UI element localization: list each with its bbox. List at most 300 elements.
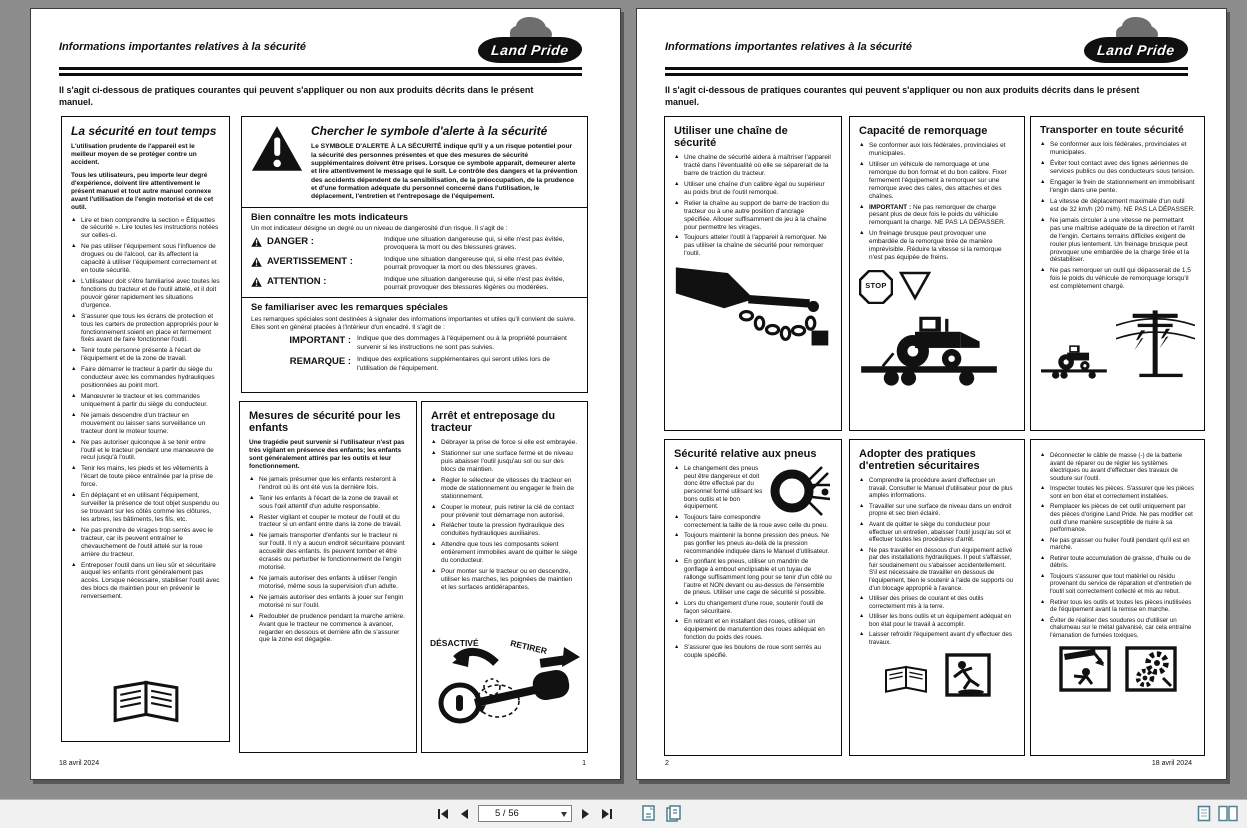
bullet-list [1040, 141, 1195, 291]
safety-alert-symbol-icon [251, 125, 303, 202]
slip-hazard-icon [944, 653, 992, 697]
view-mode-toggles [1197, 805, 1238, 822]
triangle-bullet-icon: ▲ [71, 366, 77, 373]
triangle-bullet-icon: ▲ [71, 278, 77, 285]
bullet-text: Comprendre la procédure avant d'effectuer un travail. Consulter le Manuel d'utilisateur pour de plus amples informations. [869, 477, 1013, 500]
signal-word-row [251, 236, 578, 253]
triangle-bullet-icon: ▲ [1040, 598, 1046, 605]
bullet-text: L'utilisateur doit s'être familiarisé avec toutes les fonctions du tracteur et de l'outil attelé, et il doit pouvoir gérer rapidement les situations d'urgence. [81, 278, 220, 309]
bullet-text: Engager le frein de stationnement en immobilisant l'engin dans une pente. [1050, 179, 1195, 195]
bullet-text: Éviter de réaliser des soudures ou d'utiliser un chalumeau sur le métal galvanisé, car cela entraîne l'émanation de fumées toxiques. [1050, 616, 1192, 639]
key-remove-label: RETIRER [509, 637, 548, 657]
triangle-bullet-icon: ▲ [1040, 179, 1046, 186]
box-tractor-shutdown [421, 401, 588, 753]
bullet-text: Redoubler de prudence pendant la marche arrière. Avant que le tracteur ne commence à avancer, regarder en dessous et derrière afin de s'assurer que la zone est dégagée. [259, 612, 405, 644]
triangle-bullet-icon: ▲ [431, 503, 437, 510]
bullet-item [1040, 503, 1195, 533]
triangle-bullet-icon: ▲ [674, 618, 680, 625]
bullet-item [674, 200, 832, 232]
box-title: Capacité de remorquage [859, 125, 988, 137]
header-divider [59, 67, 582, 76]
bullet-item [674, 558, 832, 596]
bullet-list [71, 217, 220, 602]
triangle-bullet-icon: ▲ [71, 526, 77, 533]
triangle-bullet-icon: ▲ [431, 476, 437, 483]
bullet-text: Rester vigilant et couper le moteur de l'outil et du tracteur si un enfant entre dans la zone de travail. [259, 513, 402, 529]
triangle-bullet-icon: ▲ [859, 613, 865, 620]
maintenance-hazard-icons [859, 653, 1015, 697]
bullet-item [859, 204, 1015, 228]
triangle-bullet-icon: ▲ [249, 575, 255, 582]
signal-word-definition: Indique une situation dangereuse qui, si elle n'est pas évitée, pourrait provoquer la mort ou des blessures graves. [384, 255, 565, 272]
bullet-text: Faire démarrer le tracteur à partir du siège du conducteur avec les commandes hydrauliques positionnées au point mort. [81, 366, 215, 390]
triangle-bullet-icon: ▲ [1040, 572, 1046, 579]
alert-triangle-icon [251, 236, 262, 250]
bullet-item [71, 492, 220, 524]
box-child-safety [239, 401, 417, 753]
bullet-text: Toujours maintenir la bonne pression des pneus. Ne pas gonfler les pneus au-delà de la pression recommandée indiquée dans le Manuel d'utilisateur. [684, 532, 830, 555]
bullet-text: S'assurer que les boulons de roue sont serrés au couple spécifié. [684, 644, 822, 659]
bullet-item [674, 600, 832, 615]
bullet-text: Ne jamais descendre d'un tracteur en mouvement ou laisser sans surveillance un tracteur dont le moteur tourne. [81, 411, 206, 435]
bullet-list [859, 477, 1015, 646]
alert-triangle-icon [251, 256, 262, 270]
bullet-text: Avant de quitter le siège du conducteur pour effectuer un entretien, abaisser l'outil jusqu'au sol et effectuer toutes les procédures d'arrêt. [869, 521, 1011, 544]
bullet-item [71, 347, 220, 363]
key-removal-illustration [430, 634, 580, 744]
triangle-bullet-icon: ▲ [674, 234, 680, 241]
bullet-text: Utiliser des prises de courant et des outils correctement mis à la terre. [869, 595, 984, 610]
signal-word-definition: Indique une situation dangereuse qui, si elle n'est pas évitée, pourrait provoquer des blessures légères ou modérées. [384, 275, 565, 291]
bullet-text: Pour monter sur le tracteur ou en descendre, utiliser les marches, les poignées de maintien et les surfaces antidérapantes. [441, 568, 573, 591]
bullet-item [674, 465, 832, 511]
bullet-item [1040, 267, 1195, 291]
bullet-item [71, 217, 220, 241]
header-divider [665, 67, 1188, 76]
box-towing-capacity [849, 116, 1025, 431]
bullet-text: Tenir les enfants à l'écart de la zone de travail et sous l'œil attentif d'un adulte responsable. [259, 494, 398, 510]
bullet-item [859, 521, 1015, 544]
manual-page-1 [30, 8, 621, 780]
logo-tree-icon [1122, 17, 1152, 39]
bullet-text: Éviter tout contact avec des lignes aériennes de services publics ou des conducteurs sous tension. [1050, 160, 1195, 176]
triangle-bullet-icon: ▲ [1040, 197, 1046, 204]
box-title: Sécurité relative aux pneus [674, 448, 817, 460]
page-header-title: Informations importantes relatives à la sécurité [665, 41, 912, 53]
bullet-text: Lire et bien comprendre la section « Étiquettes de sécurité ». Lire toutes les instructions notées sur celles-ci. [81, 216, 219, 240]
first-page-button[interactable] [436, 806, 450, 822]
bullet-item [249, 575, 407, 591]
triangle-bullet-icon: ▲ [249, 593, 255, 600]
triangle-bullet-icon: ▲ [859, 203, 865, 210]
bullet-item [71, 366, 220, 390]
box-title: Adopter des pratiques d'entretien sécuritaires [859, 448, 980, 473]
triangle-bullet-icon: ▲ [71, 243, 77, 250]
bullet-item [1040, 555, 1195, 570]
falling-object-icon [1059, 646, 1111, 692]
triangle-bullet-icon: ▲ [674, 154, 680, 161]
bullet-text: Se conformer aux lois fédérales, provinciales et municipales. [1050, 141, 1187, 157]
box-title: Arrêt et entreposage du tracteur [431, 410, 556, 435]
bullet-text: Ne pas remorquer un outil qui dépasserait de 1,5 fois le poids du véhicule de remorquage lorsqu'il est complètement chargé. [1050, 267, 1191, 291]
bullet-text: Ne jamais circuler à une vitesse ne permettant pas une maîtrise adéquate de la direction et l'arrêt de l'engin. Certains terrains difficiles exigent de rouler plus lentement. Un freinage brusque peut provoquer une embardée de la charge tirée et la déstabiliser. [1050, 216, 1195, 264]
triangle-bullet-icon: ▲ [1040, 216, 1046, 223]
triangle-bullet-icon: ▲ [859, 502, 865, 509]
triangle-bullet-icon: ▲ [1040, 554, 1046, 561]
bullet-item [71, 278, 220, 310]
signal-word-row [251, 276, 578, 293]
yield-sign-icon [899, 271, 931, 304]
bullet-text: Régler le sélecteur de vitesses du tracteur en mode de stationnement ou engager le frein de stationnement. [441, 476, 574, 500]
bullet-text: Ne pas graisser ou huiler l'outil pendant qu'il est en marche. [1050, 536, 1190, 552]
bullet-text: Remplacer les pièces de cet outil uniquement par des pièces d'origine Land Pride. Ne pas modifier cet outil d'une manière susceptible de nuire à sa performance. [1050, 503, 1193, 534]
triangle-bullet-icon: ▲ [431, 522, 437, 529]
triangle-bullet-icon: ▲ [859, 546, 865, 553]
triangle-bullet-icon: ▲ [674, 180, 680, 187]
section-divider [242, 297, 587, 298]
bullet-list [249, 476, 407, 645]
lead-paragraph: Une tragédie peut survenir si l'utilisateur n'est pas très vigilant en présence des enfants; les enfants sont généralement attirés par les outils et leur fonctionnement. [249, 439, 405, 470]
special-notes-intro: Les remarques spéciales sont destinées à signaler des informations importantes et utiles qu'il convient de suivre. Elles sont en général placées à l'intérieur d'un encadré. Il s'agit de : [251, 315, 576, 331]
bullet-text: En gonflant les pneus, utiliser un mandrin de gonflage à embout enclipsable et un tuyau de rallonge suffisamment long pour se tenir d'un côté ou l'autre et NON devant ou au-dessus de l'ensemble de pneus. Utiliser une cage de sécurité si possible. [684, 558, 832, 597]
bullet-item [1040, 617, 1195, 640]
box-safe-maintenance [849, 439, 1025, 756]
bullet-text: Ne jamais autoriser des enfants à utiliser l'engin motorisé, même sous la supervision d'un adulte. [259, 575, 398, 590]
note-definition: Indique que des dommages à l'équipement ou à la propriété pourraient survenir si les instructions ne sont pas suivies. [357, 335, 567, 351]
bullet-text: Relier la chaîne au support de barre de traction du tracteur ou à une autre position d'ancrage spécifiée. Allouer suffisamment de jeu à la chaîne pour permettre les virages. [684, 199, 829, 231]
bullet-list [859, 142, 1015, 262]
bullet-item [71, 393, 220, 409]
triangle-bullet-icon: ▲ [1040, 616, 1046, 623]
triangle-bullet-icon: ▲ [71, 438, 77, 445]
last-page-button[interactable] [600, 806, 614, 822]
bullet-text: Le changement des pneus peut être dangereux et doit donc être effectué par du personnel formé utilisant les bons outils et le bon équipement. [684, 465, 763, 511]
stop-sign-icon [859, 270, 893, 304]
bullet-text: Stationner sur une surface ferme et de niveau puis abaisser l'outil jusqu'au sol ou sur des blocs de maintien. [441, 450, 573, 473]
triangle-bullet-icon: ▲ [1040, 160, 1046, 167]
bullet-item [674, 181, 832, 197]
alert-symbol-paragraph: Le SYMBOLE D'ALERTE À LA SÉCURITÉ indique qu'il y a un risque potentiel pour la sécurité des personnes présentes et que des mesures de sécurité supplémentaires doivent être prises. Lorsque ce symbole apparaît, demeurer alerte et lire attentivement le message qui le suit. Le contrôle des dangers et la prévention des accidents dépendent de la sensibilisation, de la préoccupation, de la prudence et d'une formation adéquate du personnel concerné dans l'utilisation, le déplacement, l'entretien et l'entreposage de l'équipement. [311, 143, 578, 201]
power-line-contact-icon [1116, 297, 1195, 383]
maintenance-hazard-icons [1040, 646, 1195, 692]
bullet-item [431, 541, 578, 565]
bullet-text: Se conformer aux lois fédérales, provinciales et municipales. [869, 142, 1006, 158]
bullet-text: Ne jamais présumer que les enfants resteront à l'endroit où ils ont été vus la dernière fois. [259, 475, 396, 491]
bullet-item [249, 495, 407, 511]
triangle-bullet-icon: ▲ [1040, 485, 1046, 492]
drawbar-chain-figure [674, 264, 832, 360]
bullet-text: Ne pas autoriser quiconque à se tenir entre l'outil et le tracteur pendant une manœuvre de recul jusqu'à l'outil. [81, 438, 214, 462]
bullet-item [674, 514, 832, 529]
logo-banner [1083, 37, 1190, 63]
bullet-text: S'assurer que tous les écrans de protection et tous les carters de protection appropriés pour le fonctionnement soient en place et fermement fixés avant de faire fonctionner l'outil. [81, 312, 219, 344]
bullet-item [431, 450, 578, 474]
bullet-text: Retirer toute accumulation de graisse, d'huile ou de débris. [1050, 554, 1191, 570]
bullet-list [431, 439, 578, 592]
signal-words-heading: Bien connaître les mots indicateurs [251, 211, 409, 222]
triangle-bullet-icon: ▲ [71, 347, 77, 354]
triangle-bullet-icon: ▲ [674, 199, 680, 206]
box-title: Mesures de sécurité pour les enfants [249, 410, 401, 435]
bullet-text: Manœuvrer le tracteur et les commandes uniquement à partir du siège du conducteur. [81, 393, 208, 408]
bullet-item [1040, 573, 1195, 596]
intro-paragraph: Il s'agit ci-dessous de pratiques courantes qui peuvent s'appliquer ou non aux produits décrits dans le présent manuel. [59, 85, 534, 107]
note-term: IMPORTANT : [289, 335, 351, 347]
bullet-item [1040, 485, 1195, 500]
bullet-text: Attendre que tous les composants soient entièrement immobiles avant de quitter le siège du conducteur. [441, 541, 578, 565]
bullet-text: Couper le moteur, puis retirer la clé de contact pour prévenir tout démarrage non autorisé. [441, 503, 574, 519]
note-definition: Indique des explications supplémentaires qui seront utiles lors de l'utilisation de l'équipement. [357, 356, 550, 372]
bullet-text: Une chaîne de sécurité aidera à maîtriser l'appareil tracté dans l'éventualité où elle se séparerait de la barre de traction du tracteur. [684, 154, 831, 178]
bullet-item [1040, 198, 1195, 214]
box-title: Utiliser une chaîne de sécurité [674, 125, 788, 150]
triangle-bullet-icon: ▲ [249, 494, 255, 501]
logo-banner [477, 37, 584, 63]
bullet-text: Retirer tous les outils et toutes les pièces inutilisées de l'équipement avant la remise en marche. [1050, 598, 1192, 614]
tractor-on-trailer-icon [1040, 339, 1108, 383]
logo-tree-icon [516, 17, 546, 39]
bullet-item [249, 476, 407, 492]
bullet-text: En déplaçant et en utilisant l'équipement, surveiller la présence de tout objet suspendu ou se trouvant sur les côtés comme les clôtures, les arbres, les bâtiments, les fils, etc. [81, 492, 220, 523]
signal-word-row [251, 256, 578, 273]
bullet-item [1040, 141, 1195, 157]
triangle-bullet-icon: ▲ [674, 465, 680, 472]
triangle-bullet-icon: ▲ [1040, 536, 1046, 543]
triangle-bullet-icon: ▲ [431, 541, 437, 548]
bullet-item [859, 631, 1015, 646]
bullet-item [674, 618, 832, 641]
bullet-text: Toujours s'assurer que tout matériel ou résidu provenant du service de réparation et d'entretien de l'outil soit correctement collecté et mis au rebut. [1050, 572, 1192, 595]
bullet-list [674, 154, 832, 258]
bullet-item [431, 439, 578, 447]
special-notes-heading: Se familiariser avec les remarques spéciales [251, 302, 448, 313]
bullet-text: En retirant et en installant des roues, utiliser un équipement de manutention des roues adéquat en fonction du poids des roues. [684, 618, 825, 641]
bullet-item [71, 439, 220, 463]
triangle-bullet-icon: ▲ [674, 599, 680, 606]
logo-text: Land Pride [1096, 42, 1176, 58]
bullet-text: Ne jamais autoriser des enfants à jouer sur l'engin motorisé ni sur l'outil. [259, 593, 404, 609]
bullet-text: Tenir les mains, les pieds et les vêtements à l'écart de toute pièce entraînée par la prise de force. [81, 465, 214, 489]
signal-word-term: ATTENTION : [267, 275, 327, 287]
bullet-item [859, 595, 1015, 610]
bullet-text: Utiliser les bons outils et un équipement adéquat en bon état pour le travail à accomplir. [869, 613, 1012, 628]
bullet-item [431, 477, 578, 501]
section-divider [242, 207, 587, 208]
bullet-text: Lors du changement d'une roue, soutenir l'outil de façon sécuritaire. [684, 599, 824, 615]
box-tire-safety [664, 439, 842, 756]
footer-date: 18 avril 2024 [1151, 760, 1192, 767]
bullet-item [1040, 179, 1195, 195]
triangle-bullet-icon: ▲ [859, 631, 865, 638]
bullet-item [674, 532, 832, 555]
triangle-bullet-icon: ▲ [71, 492, 77, 499]
bullet-item [431, 568, 578, 592]
snapshot-page-icon[interactable] [642, 805, 657, 822]
key-off-label: DÉSACTIVÉ [430, 638, 479, 648]
page-navigation [436, 805, 614, 822]
bullet-text: Déconnecter le câble de masse (-) de la batterie avant de réparer ou de régler les systèmes électriques ou avant d'effectuer des travaux de soudure sur l'outil. [1050, 452, 1183, 482]
manual-page-2 [636, 8, 1227, 780]
signal-word-term: AVERTISSEMENT : [267, 255, 353, 267]
triangle-bullet-icon: ▲ [71, 465, 77, 472]
bullet-item [249, 532, 407, 572]
bullet-item [1040, 160, 1195, 176]
bullet-text: IMPORTANT : Ne pas remorquer de charge pesant plus de deux fois le poids du véhicule remorquant la charge. NE PAS LA DÉPASSER. [869, 203, 1006, 227]
bullet-text: La vitesse de déplacement maximale d'un outil est de 32 km/h (20 mi/h). NE PAS LA DÉPASSER. [1050, 197, 1195, 213]
special-note-row [251, 356, 578, 373]
box-title: Chercher le symbole d'alerte à la sécurité [311, 124, 548, 138]
copy-page-icon[interactable] [666, 805, 682, 822]
page-dropdown-caret-icon[interactable] [561, 812, 567, 817]
bullet-item [249, 613, 407, 645]
triangle-bullet-icon: ▲ [249, 532, 255, 539]
bullet-text: Inspecter toutes les pièces. S'assurer que les pièces sont en bon état et correctement installées. [1050, 485, 1194, 500]
bullet-text: Ne pas utiliser l'équipement sous l'influence de drogues ou de l'alcool, car ils affectent la capacité à utiliser l'équipement correctement et en toute sécurité. [81, 243, 217, 275]
triangle-bullet-icon: ▲ [859, 230, 865, 237]
box-safety-chain [664, 116, 842, 431]
bullet-item [674, 644, 832, 659]
triangle-bullet-icon: ▲ [1040, 452, 1046, 458]
box-safe-maintenance-continued [1030, 439, 1205, 756]
box-title: Transporter en toute sécurité [1040, 125, 1184, 136]
footer-date: 18 avril 2024 [59, 760, 100, 767]
bullet-text: Relâcher toute la pression hydraulique des conduites hydrauliques auxiliaires. [441, 522, 565, 538]
bullet-item [859, 142, 1015, 158]
next-page-button[interactable] [579, 806, 593, 822]
box-safety-alert-symbol [241, 116, 588, 393]
facing-pages-view-icon[interactable] [1218, 805, 1238, 822]
bullet-item [71, 243, 220, 275]
triangle-bullet-icon: ▲ [674, 558, 680, 565]
bullet-list [674, 465, 832, 659]
bullet-text: Utiliser une chaîne d'un calibre égal ou supérieur au poids brut de l'outil remorqué. [684, 180, 825, 196]
bullet-item [71, 313, 220, 345]
intro-paragraph: Il s'agit ci-dessous de pratiques courantes qui peuvent s'appliquer ou non aux produits décrits dans le présent manuel. [665, 85, 1140, 107]
ignition-key-figure [430, 634, 580, 744]
bullet-text: Ne jamais transporter d'enfants sur le tracteur ni sur l'outil. Il n'y a aucun endroit sécuritaire pouvant accueillir des enfants. Ils peuvent tomber et être écrasés ou perturber le fonctionnement de l'engin motorisé. [259, 532, 405, 572]
logo-text: Land Pride [490, 42, 570, 58]
bullet-item [1040, 452, 1195, 482]
special-note-row [251, 335, 578, 352]
lead-paragraph: Tous les utilisateurs, peu importe leur degré d'expérience, doivent lire attentivement le présent manuel et tout autre manuel connexe avant l'utilisation de l'engin motorisé et de cet outil. [71, 171, 214, 211]
triangle-bullet-icon: ▲ [674, 532, 680, 539]
viewer-toolbar [0, 799, 1247, 828]
toolbar-tools [642, 805, 682, 822]
bullet-item [1040, 537, 1195, 552]
bullet-item [1040, 217, 1195, 265]
triangle-bullet-icon: ▲ [1040, 503, 1046, 510]
bullet-item [859, 503, 1015, 518]
tractor-on-trailer-figure [859, 310, 1015, 388]
stop-sign-label: STOP [865, 281, 887, 290]
bullet-list [1040, 452, 1195, 639]
box-title: La sécurité en tout temps [71, 124, 217, 138]
previous-page-button[interactable] [457, 806, 471, 822]
triangle-bullet-icon: ▲ [71, 216, 77, 223]
triangle-bullet-icon: ▲ [859, 595, 865, 602]
bullet-text: Ne pas travailler en dessous d'un équipement activé par des installations hydrauliques. Il peut s'affaisser, fuir soudainement ou s'abaisser accidentellement. S'il est nécessaire de travailler en dessous de l'équipement, bien le soutenir à l'aide de supports ou d'un blocage approprié à l'avance. [869, 546, 1014, 592]
bullet-text: Toujours atteler l'outil à l'appareil à remorquer. Ne pas utiliser la chaîne de sécurité pour remorquer l'outil. [684, 234, 827, 258]
page-number-input[interactable] [478, 805, 572, 822]
lead-paragraph: L'utilisation prudente de l'appareil est le meilleur moyen de se protéger contre un accident. [71, 143, 197, 167]
triangle-bullet-icon: ▲ [71, 393, 77, 399]
bullet-item [859, 613, 1015, 628]
bullet-text: Un freinage brusque peut provoquer une embardée de la remorque tirée de manière imprévisible. Réduire la vitesse si la remorque n'est pas équipée de freins. [869, 230, 1002, 262]
bullet-item [859, 477, 1015, 500]
bullet-item [431, 504, 578, 520]
bullet-item [71, 527, 220, 559]
bullet-text: Tenir toute personne présente à l'écart de l'équipement et de la zone de travail. [81, 347, 201, 363]
bullet-item [859, 547, 1015, 592]
transport-hazard-figures [1040, 297, 1195, 383]
bullet-item [71, 465, 220, 489]
bullet-item [71, 562, 220, 602]
land-pride-logo [1084, 17, 1188, 67]
signal-words-intro: Un mot indicateur désigne un degré ou un niveau de dangerosité d'un risque. Il s'agit de : [251, 225, 508, 233]
triangle-bullet-icon: ▲ [249, 475, 255, 482]
triangle-bullet-icon: ▲ [71, 561, 77, 568]
triangle-bullet-icon: ▲ [674, 514, 680, 521]
bullet-text: Laisser refroidir l'équipement avant d'y effectuer des travaux. [869, 631, 1012, 646]
triangle-bullet-icon: ▲ [1040, 267, 1046, 274]
land-pride-logo [478, 17, 582, 67]
triangle-bullet-icon: ▲ [431, 439, 437, 446]
triangle-bullet-icon: ▲ [249, 513, 255, 520]
triangle-bullet-icon: ▲ [859, 160, 865, 167]
single-page-view-icon[interactable] [1197, 805, 1211, 822]
gear-pinch-icon [1125, 646, 1177, 692]
bullet-text: Ne pas prendre de virages trop serrés avec le tracteur, car ils peuvent entraîner le chevauchement de l'outil attelé sur la roue arrière du tracteur. [81, 526, 213, 558]
triangle-bullet-icon: ▲ [859, 521, 865, 527]
triangle-bullet-icon: ▲ [1040, 141, 1046, 148]
signal-word-definition: Indique une situation dangereuse qui, si elle n'est pas évitée, provoquera la mort ou des blessures graves. [384, 236, 565, 252]
bullet-text: Débrayer la prise de force si elle est embrayée. [441, 439, 578, 447]
bullet-item [859, 230, 1015, 262]
box-safety-at-all-times [61, 116, 230, 742]
bullet-text: Entreposer l'outil dans un lieu sûr et sécuritaire auquel les enfants n'ont généralement pas accès. Lorsque nécessaire, stabiliser l'outil avec des blocs de maintien pour en prévenir le renversement. [81, 561, 220, 601]
alert-triangle-icon [251, 276, 262, 290]
open-book-icon [109, 674, 183, 731]
signal-word-term: DANGER : [267, 236, 314, 248]
bullet-item [249, 514, 407, 530]
triangle-bullet-icon: ▲ [859, 142, 865, 149]
bullet-item [1040, 599, 1195, 614]
page-number-value: 5 / 56 [495, 808, 519, 819]
bullet-item [674, 154, 832, 178]
bullet-item [859, 161, 1015, 201]
triangle-bullet-icon: ▲ [71, 411, 77, 418]
note-term: REMARQUE : [289, 356, 351, 368]
road-signs [859, 270, 1015, 304]
bullet-text: Utiliser un véhicule de remorquage et une remorque du bon format et du bon calibre. Fixer fermement l'équipement à remorquer sur une remorque avec des cales, des attaches et des chaînes. [869, 160, 1007, 200]
bullet-text: Travailler sur une surface de niveau dans un endroit propre et sec bien éclairé. [869, 502, 1012, 518]
triangle-bullet-icon: ▲ [674, 644, 680, 651]
triangle-bullet-icon: ▲ [859, 477, 865, 484]
page-header-title: Informations importantes relatives à la sécurité [59, 41, 306, 53]
triangle-bullet-icon: ▲ [249, 612, 255, 619]
triangle-bullet-icon: ▲ [431, 450, 437, 457]
bullet-item [249, 594, 407, 610]
footer-page-number: 1 [582, 760, 586, 767]
triangle-bullet-icon: ▲ [71, 312, 77, 319]
open-book-icon [882, 661, 930, 697]
bullet-text: Toujours faire correspondre correctement la taille de la roue avec celle du pneu. [684, 514, 828, 529]
bullet-item [71, 412, 220, 436]
bullet-item [431, 522, 578, 538]
footer-page-number: 2 [665, 760, 669, 767]
box-transport-safely [1030, 116, 1205, 431]
triangle-bullet-icon: ▲ [431, 568, 437, 575]
